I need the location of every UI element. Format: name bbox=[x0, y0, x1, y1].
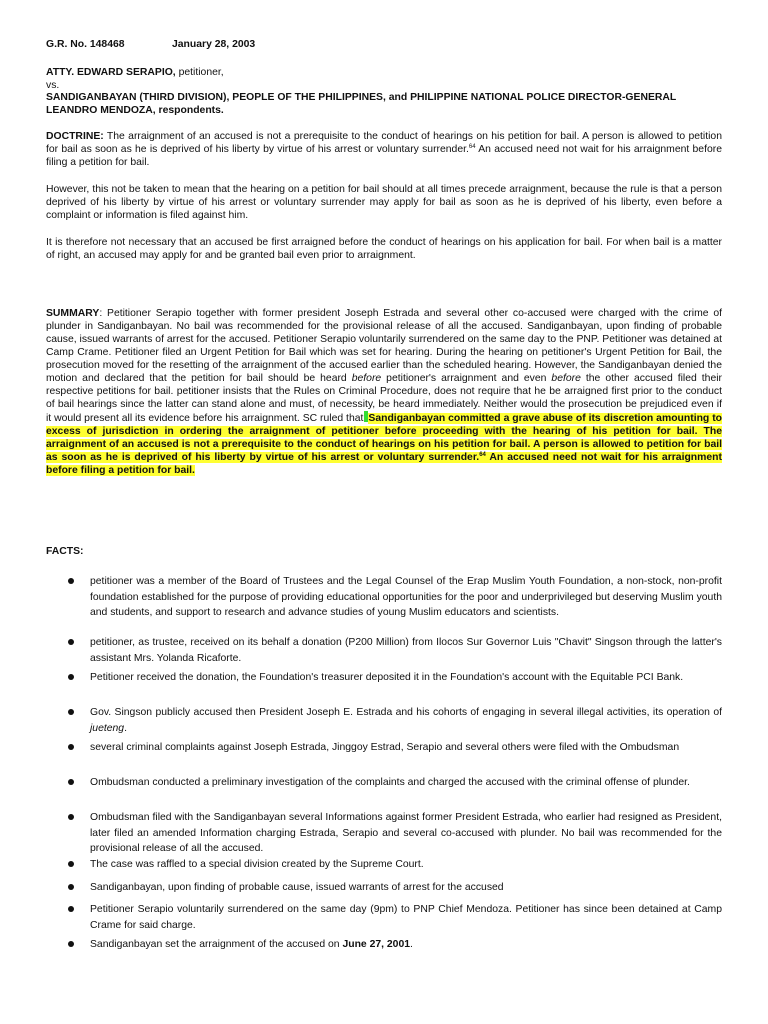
bullet-icon bbox=[68, 674, 74, 680]
doctrine-label: DOCTRINE: bbox=[46, 131, 104, 142]
list-item: Ombudsman conducted a preliminary investigation of the complaints and charged the accused with the criminal offense of plunder. bbox=[90, 775, 722, 791]
facts-heading: FACTS: bbox=[46, 546, 84, 557]
list-item: The case was raffled to a special division created by the Supreme Court. bbox=[90, 857, 722, 873]
list-item: Sandiganbayan set the arraignment of the accused on June 27, 2001. bbox=[90, 937, 722, 953]
doctrine-paragraph-2: However, this not be taken to mean that the hearing on a petition for bail should at all times precede arraignment, because the rule is that a person deprived of his liberty by virtue of his arrest or voluntary surrender may apply for bail as soon as he is deprived of his liberty, even before a complaint or information is filed against him. bbox=[46, 184, 722, 221]
list-item: Sandiganbayan, upon finding of probable cause, issued warrants of arrest for the accused bbox=[90, 880, 722, 896]
bullet-icon bbox=[68, 861, 74, 867]
footnote-ref: 64 bbox=[468, 144, 476, 150]
bullet-icon bbox=[68, 779, 74, 785]
bullet-icon bbox=[68, 639, 74, 645]
respondents: SANDIGANBAYAN (THIRD DIVISION), PEOPLE OF THE PHILIPPINES, and PHILIPPINE NATIONAL POLICE DIRECTOR-GENERAL LEANDRO MENDOZA, respondents. bbox=[46, 92, 677, 116]
bullet-icon bbox=[68, 814, 74, 820]
gr-number: G.R. No. 148468 bbox=[46, 39, 125, 50]
summary-paragraph: SUMMARY: Petitioner Serapio together with former president Joseph Estrada and several other co-accused were charged with the crime of plunder in Sandiganbayan. No bail was recommended for the provisional release of all the accused. Sandiganbayan, upon finding of probable cause, issued warrants of arrest for the accused. Petitioner Serapio voluntarily surrendered on the same day to the PNP. Petitioner was detained at Camp Crame. Petitioner filed an Urgent Petition for Bail which was set for hearing. During the hearing on petitioner's Urgent Petition for Bail, the prosecution moved for the resetting of the arraignment of the accused earlier than the scheduled hearing. However, the Sandiganbayan denied the motion and declared that the petition for bail should be heard before petitioner's arraignment and even before the other accused filed their respective petitions for bail. petitioner insists that the Rules on Criminal Procedure, does not require that he be arraigned first prior to the conduct of bail hearings since the latter can stand alone and must, of necessity, be heard immediately. Neither would the prosecution be prejudiced even if it would present all its evidence before his arraignment. SC ruled that Sandiganbayan committed a grave abuse of its discretion amounting to excess of jurisdiction in ordering the arraignment of petitioner before proceeding with the hearing of his petition for bail. The arraignment of an accused is not a prerequisite to the conduct of hearings on his petition for bail. A person is allowed to petition for bail as soon as he is deprived of his liberty by virtue of his arrest or voluntary surrender.$^{64}$ An accused need not wait for his arraignment before filing a petition for bail. bbox=[46, 308, 723, 476]
bullet-icon bbox=[68, 884, 74, 890]
list-item: Gov. Singson publicly accused then President Joseph E. Estrada and his cohorts of engaging in several illegal activities, its operation of jueteng. bbox=[90, 705, 722, 736]
list-item: several criminal complaints against Joseph Estrada, Jinggoy Estrad, Serapio and several others were filed with the Ombudsman bbox=[90, 740, 722, 756]
list-item: petitioner, as trustee, received on its behalf a donation (P200 Million) from Ilocos Sur Governor Luis "Chavit" Singson through the latter's assistant Mrs. Yolanda Ricaforte. bbox=[90, 635, 722, 666]
bullet-icon bbox=[68, 906, 74, 912]
petitioner-role: petitioner, bbox=[175, 67, 224, 78]
decision-date: January 28, 2003 bbox=[172, 39, 256, 50]
summary-label: SUMMARY bbox=[46, 308, 100, 319]
list-item: Petitioner Serapio voluntarily surrendered on the same day (9pm) to PNP Chief Mendoza. Petitioner has since been detained at Camp Crame for said charge. bbox=[90, 902, 722, 933]
bullet-icon bbox=[68, 744, 74, 750]
footnote-ref: 64 bbox=[479, 452, 486, 458]
list-item: petitioner was a member of the Board of Trustees and the Legal Counsel of the Erap Muslim Youth Foundation, a non-stock, non-profit foundation established for the purpose of providing educational opportunities for the poor and underprivileged but deserving Muslim youth and students, and support to research and advance studies of young Muslim educators and scientists. bbox=[90, 574, 722, 621]
versus: vs. bbox=[46, 80, 60, 91]
petitioner-name: ATTY. EDWARD SERAPIO, bbox=[46, 67, 176, 78]
doctrine-paragraph-3: It is therefore not necessary that an accused be first arraigned before the conduct of hearings on his application for bail. For when bail is a matter of right, an accused may apply for and be granted bail even prior to arraignment. bbox=[46, 237, 722, 261]
doctrine-paragraph: DOCTRINE: The arraignment of an accused is not a prerequisite to the conduct of hearings on his petition for bail. A person is allowed to petition for bail as soon as he is deprived of his liberty by virtue of his arrest or voluntary surrender.$^{64}$ An accused need not wait for his arraignment before filing a petition for bail. bbox=[46, 131, 722, 168]
list-item: Petitioner received the donation, the Foundation's treasurer deposited it in the Foundation's account with the Equitable PCI Bank. bbox=[90, 670, 722, 686]
case-header bbox=[46, 38, 722, 51]
list-item: Ombudsman filed with the Sandiganbayan several Informations against former President Estrada, who earlier had resigned as President, later filed an amended Information charging Estrada, Serapio and several co-accused with plunder. No bail was recommended for the provisional release of all the accused. bbox=[90, 810, 722, 857]
petitioner-line bbox=[46, 66, 722, 79]
bullet-icon bbox=[68, 709, 74, 715]
bullet-icon bbox=[68, 578, 74, 584]
bullet-icon bbox=[68, 941, 74, 947]
highlighted-ruling: Sandiganbayan committed a grave abuse of its discretion amounting to excess of jurisdiction in ordering the arraignment of petitioner before proceeding with the hearing of his petition for bail. The arraignment of an accused is not a prerequisite to the conduct of hearings on his petition for bail. A person is allowed to petition for bail as soon as he is deprived of his liberty by virtue of his arrest or voluntary surrender.$^{64}$ An accused need not wait for his arraignment before filing a petition for bail. bbox=[46, 413, 723, 476]
